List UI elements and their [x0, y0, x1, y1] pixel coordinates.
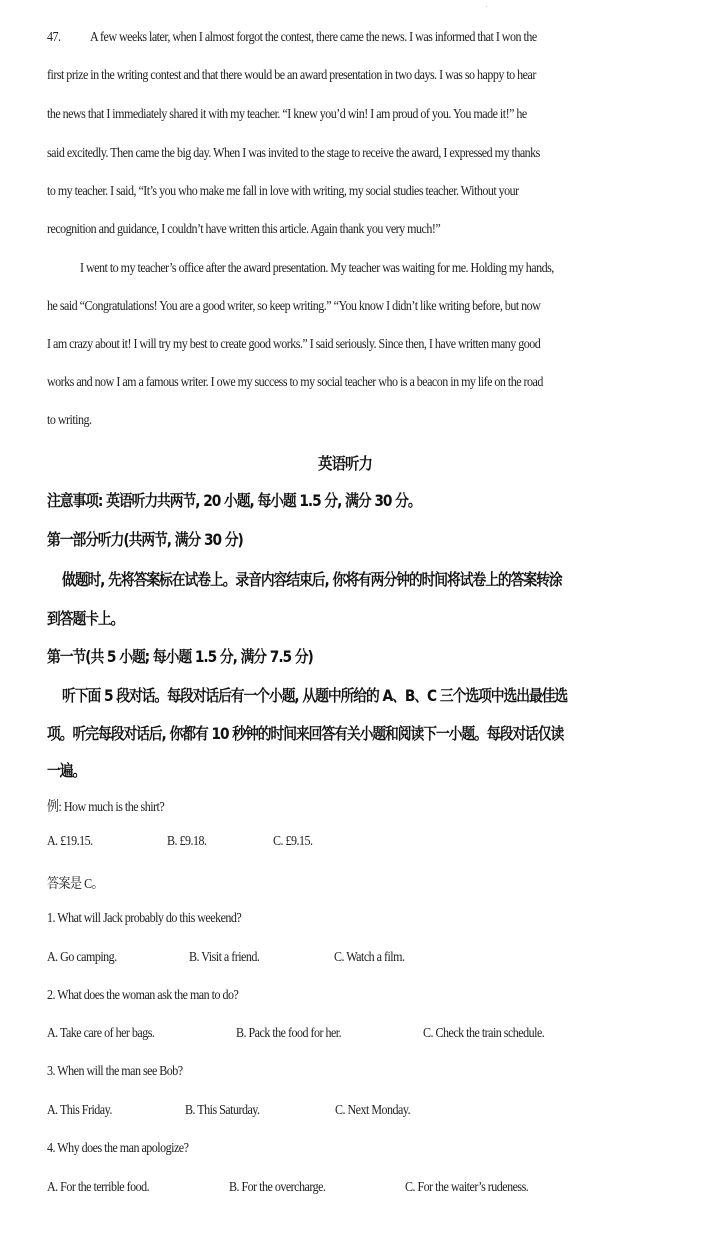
section1-instructions: 听下面 5 段对话。每段对话后有一个小题, 从题中所给的 A、B、C 三个选项中选出最佳选	[62, 686, 568, 705]
q3-option-a: A. This Friday.	[47, 1103, 112, 1118]
example-option-c: C. £9.15.	[273, 834, 313, 849]
question-4: 4. Why does the man apologize?	[47, 1141, 189, 1156]
q4-option-b: B. For the overcharge.	[229, 1180, 326, 1195]
q1-option-c: C. Watch a film.	[334, 950, 405, 965]
example-option-b: B. £9.18.	[167, 834, 207, 849]
q3-option-c: C. Next Monday.	[335, 1103, 411, 1118]
question-2: 2. What does the woman ask the man to do?	[47, 988, 239, 1003]
essay-line: to my teacher. I said, “It’s you who make me fall in love with writing, my social studies teacher. Without your	[47, 184, 519, 199]
q2-option-a: A. Take care of her bags.	[47, 1026, 155, 1041]
essay-line: to writing.	[47, 413, 92, 428]
essay-text: A few weeks later, when I almost forgot the contest, there came the news. I was informed that I won the	[90, 30, 537, 45]
section-title: 英语听力	[318, 454, 373, 473]
essay-line	[47, 30, 537, 46]
example-option-a: A. £19.15.	[47, 834, 93, 849]
scan-speck	[486, 6, 487, 7]
q2-option-b: B. Pack the food for her.	[236, 1026, 342, 1041]
essay-line: said excitedly. Then came the big day. When I was invited to the stage to receive the award, I expressed my thanks	[47, 146, 540, 161]
part1-instructions: 做题时, 先将答案标在试卷上。录音内容结束后, 你将有两分钟的时间将试卷上的答案转涂	[62, 570, 562, 589]
q2-option-c: C. Check the train schedule.	[423, 1026, 545, 1041]
q4-option-c: C. For the waiter’s rudeness.	[405, 1180, 529, 1195]
essay-line: recognition and guidance, I couldn’t have written this article. Again thank you very much!”	[47, 222, 441, 237]
essay-line: I went to my teacher’s office after the award presentation. My teacher was waiting for me. Holding my hands,	[80, 261, 554, 276]
part1-instructions: 到答题卡上。	[47, 609, 124, 628]
essay-line: first prize in the writing contest and that there would be an award presentation in two days. I was so happy to hear	[47, 68, 536, 83]
part1-heading: 第一部分听力(共两节, 满分 30 分)	[47, 530, 243, 549]
example-answer: 答案是 C。	[47, 877, 104, 892]
essay-line: he said “Congratulations! You are a good writer, so keep writing.” “You know I didn’t like writing before, but now	[47, 299, 541, 314]
question-1: 1. What will Jack probably do this weekend?	[47, 911, 242, 926]
notice-text: 注意事项: 英语听力共两节, 20 小题, 每小题 1.5 分, 满分 30 分。	[47, 491, 421, 510]
section1-instructions: 一遍。	[47, 761, 86, 780]
essay-line: I am crazy about it! I will try my best to create good works.” I said seriously. Since then, I have written many good	[47, 337, 541, 352]
question-3: 3. When will the man see Bob?	[47, 1064, 183, 1079]
example-question: 例: How much is the shirt?	[47, 800, 165, 815]
q3-option-b: B. This Saturday.	[185, 1103, 260, 1118]
essay-line: works and now I am a famous writer. I owe my success to my social teacher who is a beacon in my life on the road	[47, 375, 543, 390]
q4-option-a: A. For the terrible food.	[47, 1180, 150, 1195]
section1-heading: 第一节(共 5 小题; 每小题 1.5 分, 满分 7.5 分)	[47, 647, 313, 666]
q1-option-a: A. Go camping.	[47, 950, 117, 965]
essay-number: 47.	[47, 30, 61, 45]
essay-line: the news that I immediately shared it with my teacher. “I knew you’d win! I am proud of you. You made it!” he	[47, 107, 527, 122]
section1-instructions: 项。听完每段对话后, 你都有 10 秒钟的时间来回答有关小题和阅读下一小题。每段对话仅读	[47, 724, 564, 743]
q1-option-b: B. Visit a friend.	[189, 950, 260, 965]
